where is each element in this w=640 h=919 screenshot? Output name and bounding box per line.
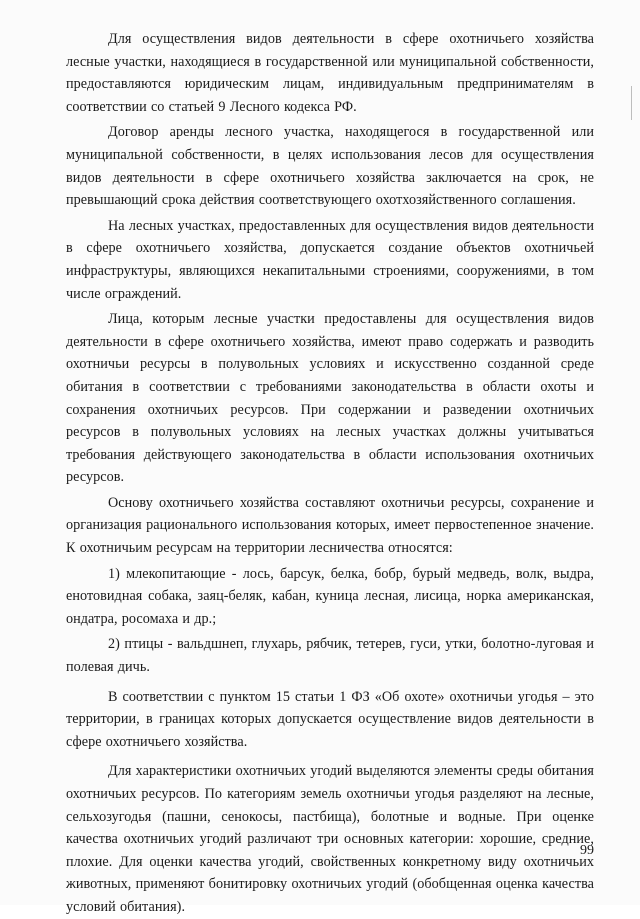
list-item: 2) птицы - вальдшнеп, глухарь, рябчик, тетерев, гуси, утки, болотно-луговая и полевая дичь. <box>66 636 594 676</box>
scan-edge-mark <box>631 86 632 120</box>
paragraph: Лица, которым лесные участки предоставлены для осуществления видов деятельности в сфере охотничьего хозяйства, имеют право содержать и разводить охотничьи ресурсы в полувольных условиях и искусственно созданной среде обитания в соответствии с требованиями законодательства в области охоты и сохранения охотничьих ресурсов. При содержании и разведении охотничьих ресурсов в полувольных условиях на лесных участках должны учитываться требования действующего законодательства в области использования охотничьих ресурсов. <box>66 311 594 486</box>
paragraph: Для характеристики охотничьих угодий выделяются элементы среды обитания охотничьих ресурсов. По категориям земель охотничьи угодья разделяют на лесные, сельхозугодья (пашни, сенокосы, пастбища), болотные и водные. При оценке качества охотничьих угодий различают три основных категории: хорошие, средние, плохие. Для оценки качества угодий, свойственных конкретному виду охотничьих животных, применяют бонитировку охотничьих угодий (обобщенная оценка качества условий обитания). <box>66 763 594 915</box>
body-text <box>66 28 594 919</box>
paragraph: Основу охотничьего хозяйства составляют охотничьи ресурсы, сохранение и организация рационального использования которых, имеет первостепенное значение. К охотничьим ресурсам на территории лесничества относятся: <box>66 494 594 557</box>
page-number: 99 <box>580 843 594 858</box>
list-item: 1) млекопитающие - лось, барсук, белка, бобр, бурый медведь, волк, выдра, енотовидная собака, заяц-беляк, кабан, куница лесная, лисица, норка американская, ондатра, росомаха и др.; <box>66 565 594 627</box>
paragraph: Для осуществления видов деятельности в сфере охотничьего хозяйства лесные участки, находящиеся в государственной или муниципальной собственности, предоставляются юридическим лицам, индивидуальным предпринимателям в соответствии со статьей 9 Лесного кодекса РФ. <box>66 31 594 115</box>
paragraph: Договор аренды лесного участка, находящегося в государственной или муниципальной собственности, в целях использования лесов для осуществления видов деятельности в сфере охотничьего хозяйства заключается на срок, не превышающий срока действия соответствующего охотхозяйственного соглашения. <box>66 124 594 209</box>
paragraph: В соответствии с пунктом 15 статьи 1 ФЗ «Об охоте» охотничьи угодья – это территории, в границах которых допускается осуществление видов деятельности в сфере охотничьего хозяйства. <box>66 688 594 750</box>
paragraph: На лесных участках, предоставленных для осуществления видов деятельности в сфере охотничьего хозяйства, допускается создание объектов охотничьей инфраструктуры, являющихся некапитальными строениями, сооружениями, в том числе ограждений. <box>66 217 594 302</box>
